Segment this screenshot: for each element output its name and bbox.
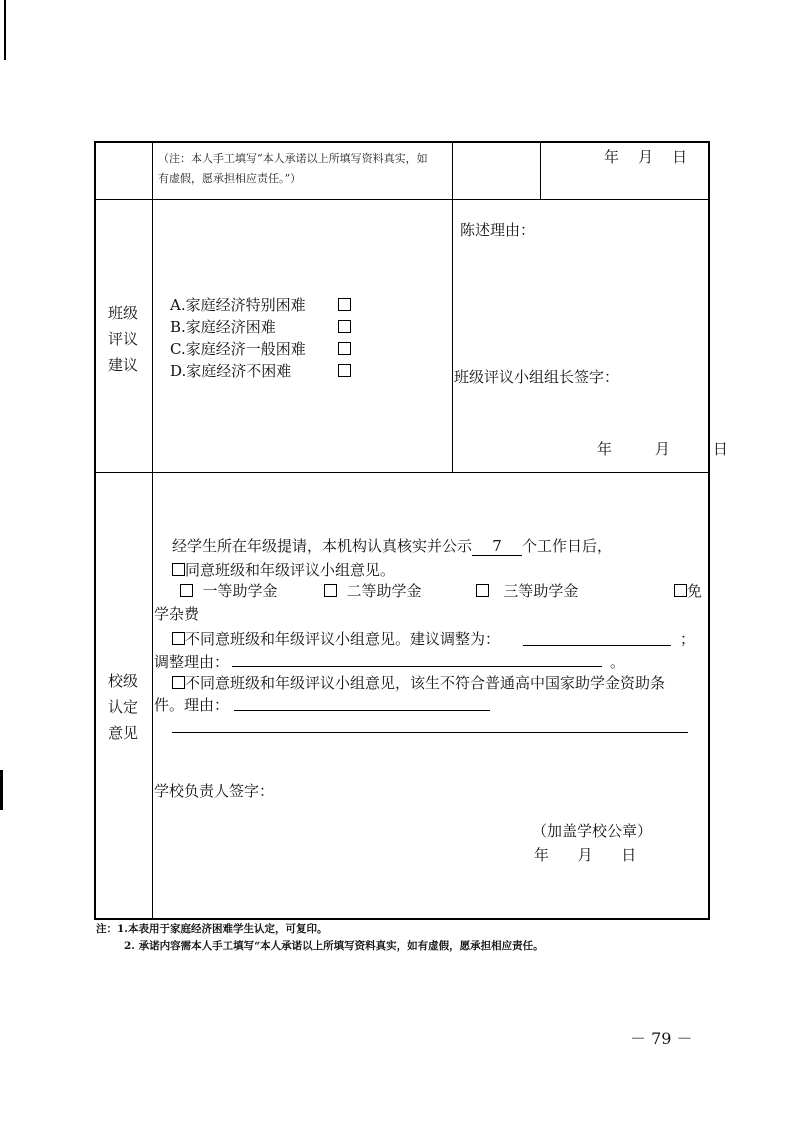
agree-text: 同意班级和年级评议小组意见。 [185, 561, 396, 579]
adjust-to-field[interactable] [523, 645, 671, 646]
note-line-2: 2. 承诺内容需本人手工填写“本人承诺以上所填写资料真实，如有虚假，愿承担相应责任。 [124, 940, 544, 952]
grant-first [180, 580, 278, 601]
checkbox-disagree[interactable] [172, 632, 185, 645]
grant-second-label: 二等助学金 [346, 582, 422, 600]
table-bottom-border [94, 918, 710, 920]
table-row-divider [94, 472, 710, 473]
not-eligible-reason-field-2[interactable] [172, 732, 688, 733]
checkbox-grant-first[interactable] [180, 584, 193, 597]
table-row-divider [94, 199, 710, 200]
school-section-label [103, 668, 143, 746]
checkbox-option-a[interactable] [338, 298, 351, 311]
checkbox-grant-second[interactable] [324, 584, 337, 597]
agree-line [172, 559, 395, 580]
label-line: 认定 [107, 698, 138, 716]
option-a: A.家庭经济特别困难 [170, 296, 306, 314]
exempt-fees-cont: 学杂费 [154, 605, 200, 623]
checkbox-exempt[interactable] [674, 584, 687, 597]
class-section-label [103, 300, 143, 378]
school-seal: （加盖学校公章） [532, 822, 653, 840]
declaration-note-cont: 有虚假，愿承担相应责任。”） [158, 172, 302, 185]
intro-text-end: 个工作日后， [522, 537, 613, 555]
checkbox-option-c[interactable] [338, 342, 351, 355]
page-number: － 79 － [630, 1029, 693, 1048]
disagree-text: 不同意班级和年级评议小组意见。建议调整为： [185, 630, 501, 648]
checkbox-grant-third[interactable] [476, 584, 489, 597]
not-eligible-text: 不同意班级和年级评议小组意见，该生不符合普通高中国家助学金资助条 [185, 674, 666, 692]
label-line: 意见 [107, 724, 138, 742]
option-b: B.家庭经济困难 [170, 318, 276, 336]
grant-first-label: 一等助学金 [202, 582, 278, 600]
not-eligible-reason-field[interactable] [234, 710, 490, 711]
checkbox-agree[interactable] [172, 563, 185, 576]
grant-third [476, 580, 578, 601]
class-signature-label: 班级评议小组组长签字： [454, 368, 620, 386]
adjust-reason-field[interactable] [232, 666, 602, 667]
reason-label: 陈述理由： [460, 221, 536, 239]
scan-edge-mark [4, 0, 6, 60]
column-divider [452, 141, 453, 473]
days-field[interactable] [472, 537, 522, 556]
note-line-1: 注：1.本表用于家庭经济困难学生认定，可复印。 [96, 923, 328, 935]
label-line: 班级 [107, 304, 138, 322]
school-date: 年 月 日 [534, 846, 637, 864]
days-value: 7 [492, 537, 502, 555]
top-date: 年 月 日 [604, 148, 688, 166]
column-divider [540, 141, 541, 199]
table-left-border [94, 141, 96, 920]
adjust-end: 。 [610, 653, 626, 671]
grant-second [324, 580, 422, 601]
exempt-fees [674, 580, 702, 601]
principal-signature-label: 学校负责人签字： [154, 782, 275, 800]
label-line: 评议 [107, 330, 138, 348]
option-d: D.家庭经济不困难 [170, 362, 292, 380]
table-top-border [94, 141, 710, 143]
declaration-note: （注：本人手工填写“本人承诺以上所填写资料真实，如 [158, 152, 428, 165]
exempt-label: 免 [687, 582, 703, 600]
disagree-end: ； [680, 630, 696, 648]
scan-edge-mark [0, 770, 3, 810]
not-eligible-line [172, 672, 665, 693]
intro-line [172, 535, 612, 556]
class-date: 年 月 日 [597, 440, 728, 458]
adjust-reason-label: 调整理由： [154, 653, 230, 671]
label-line: 建议 [107, 356, 138, 374]
intro-text: 经学生所在年级提请，本机构认真核实并公示 [172, 537, 473, 555]
table-right-border [708, 141, 710, 920]
checkbox-not-eligible[interactable] [172, 676, 185, 689]
label-column-divider [152, 141, 153, 920]
disagree-line [172, 628, 500, 649]
grant-third-label: 三等助学金 [503, 582, 579, 600]
label-line: 校级 [107, 672, 138, 690]
checkbox-option-d[interactable] [338, 364, 351, 377]
checkbox-option-b[interactable] [338, 320, 351, 333]
not-eligible-cont: 件。理由： [154, 696, 230, 714]
option-c: C.家庭经济一般困难 [170, 340, 306, 358]
